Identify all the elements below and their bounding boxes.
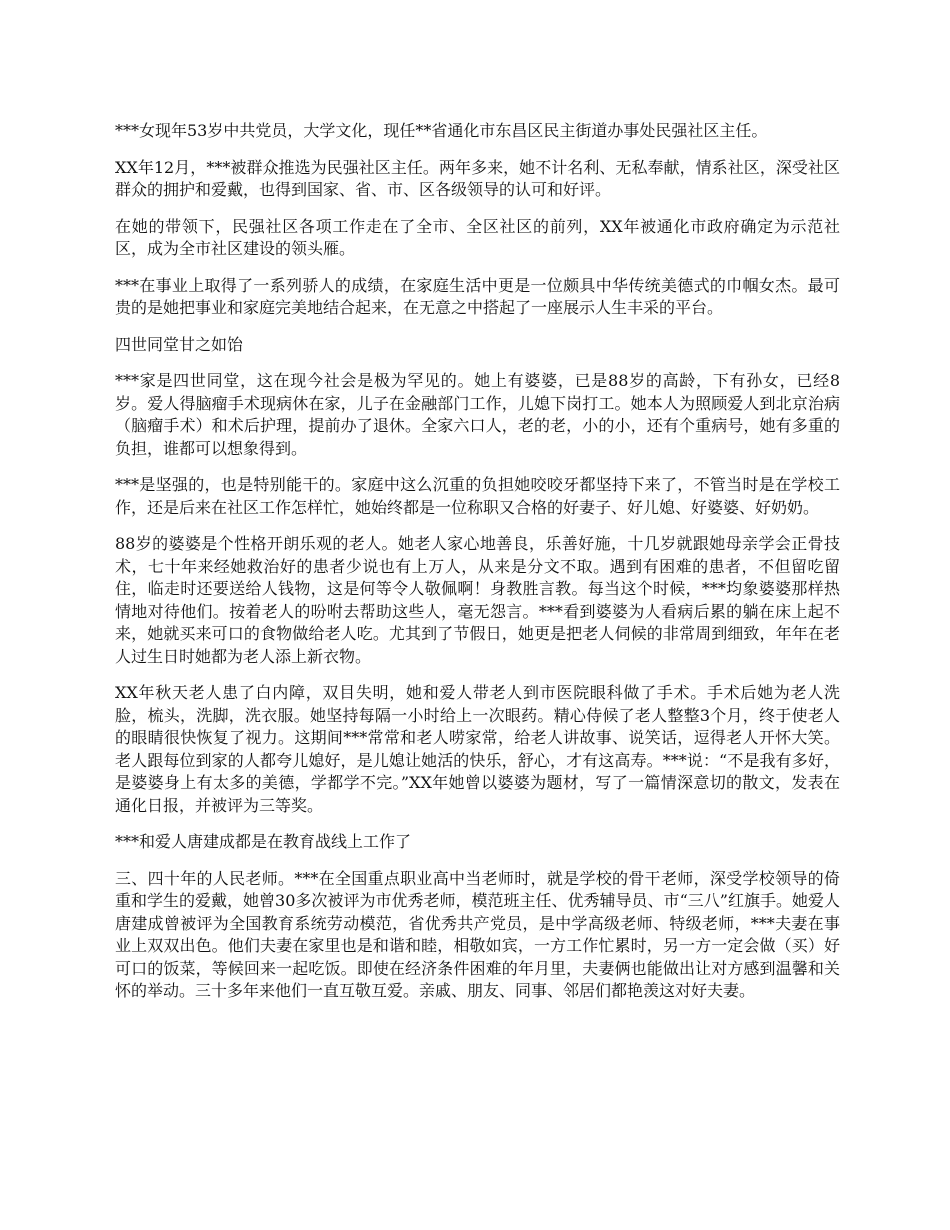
paragraph-leadership: 在她的带领下，民强社区各项工作走在了全市、全区社区的前列，XX年被通化市政府确定为示范社区，成为全市社区建设的领头雁。 <box>115 216 840 258</box>
document-body <box>115 120 840 1017</box>
paragraph-elected: XX年12月，***被群众推选为民强社区主任。两年多来，她不计名利、无私奉献，情系社区，深受社区群众的拥护和爱戴，也得到国家、省、市、区各级领导的认可和好评。 <box>115 157 840 199</box>
paragraph-mother-in-law: 88岁的婆婆是个性格开朗乐观的老人。她老人家心地善良，乐善好施，十几岁就跟她母亲学会正骨技术，七十年来经她救治好的患者少说也有上万人，从来是分文不取。遇到有困难的患者，不但留吃留住，临走时还要送给人钱物，这是何等令人敬佩啊！身教胜言教。每当这个时候，***均象婆婆那样热情地对待他们。按着老人的吩咐去帮助这些人，毫无怨言。***看到婆婆为人看病后累的躺在床上起不来，她就买来可口的食物做给老人吃。尤其到了节假日，她更是把老人伺候的非常周到细致，年年在老人过生日时她都为老人添上新衣物。 <box>115 534 840 666</box>
paragraph-education: ***和爱人唐建成都是在教育战线上工作了 <box>115 832 412 851</box>
paragraph-family: ***家是四世同堂，这在现今社会是极为罕见的。她上有婆婆，已是88岁的高龄，下有孙女，已经8岁。爱人得脑瘤手术现病休在家，儿子在金融部门工作，儿媳下岗打工。她本人为照顾爱人到北京治病（脑瘤手术）和术后护理，提前办了退休。全家六口人，老的老，小的小，还有个重病号，她有多重的负担，谁都可以想象得到。 <box>115 371 840 458</box>
paragraph-achievements: ***在事业上取得了一系列骄人的成绩，在家庭生活中更是一位颇具中华传统美德式的巾帼女杰。最可贵的是她把事业和家庭完美地结合起来，在无意之中搭起了一座展示人生丰采的平台。 <box>115 275 840 317</box>
paragraph-intro: ***女现年53岁中共党员，大学文化，现任**省通化市东昌区民主街道办事处民强社区主任。 <box>115 121 768 140</box>
paragraph-cataract: XX年秋天老人患了白内障，双目失明，她和爱人带老人到市医院眼科做了手术。手术后她为老人洗脸，梳头，洗脚，洗衣服。她坚持每隔一小时给上一次眼药。精心侍候了老人整整3个月，终于使老人的眼睛很快恢复了视力。这期间***常常和老人唠家常，给老人讲故事、说笑话，逗得老人开怀大笑。老人跟每位到家的人都夸儿媳好，是儿媳让她活的快乐，舒心，才有这高寿。***说：“不是我有多好，是婆婆身上有太多的美德，学都学不完。”XX年她曾以婆婆为题材，写了一篇情深意切的散文，发表在通化日报，并被评为三等奖。 <box>115 683 840 815</box>
section-heading: 四世同堂甘之如饴 <box>115 334 244 354</box>
paragraph-strong: ***是坚强的，也是特别能干的。家庭中这么沉重的负担她咬咬牙都坚持下来了，不管当时是在学校工作，还是后来在社区工作怎样忙，她始终都是一位称职又合格的好妻子、好儿媳、好婆婆、好奶奶。 <box>115 475 840 517</box>
paragraph-teachers: 三、四十年的人民老师。***在全国重点职业高中当老师时，就是学校的骨干老师，深受学校领导的倚重和学生的爱戴，她曾30多次被评为市优秀老师，模范班主任、优秀辅导员、市“三八”红旗手。她爱人唐建成曾被评为全国教育系统劳动模范，省优秀共产党员，是中学高级老师、特级老师，***夫妻在事业上双双出色。他们夫妻在家里也是和谐和睦，相敬如宾，一方工作忙累时，另一方一定会做（买）好可口的饭菜，等候回来一起吃饭。即使在经济条件困难的年月里，夫妻俩也能做出让对方感到温馨和关怀的举动。三十多年来他们一直互敬互爱。亲戚、朋友、同事、邻居们都艳羡这对好夫妻。 <box>115 868 840 1000</box>
